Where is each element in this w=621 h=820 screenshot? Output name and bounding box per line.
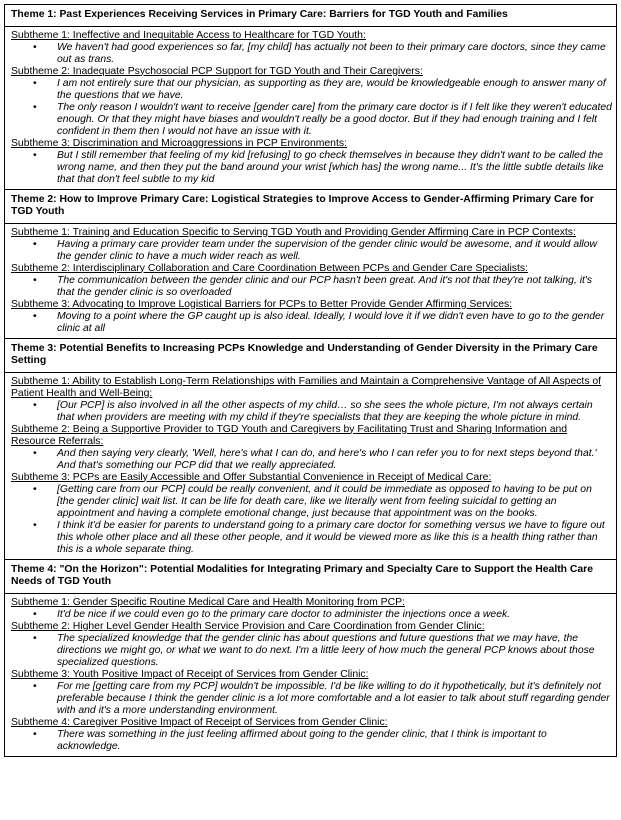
subtheme-title: Subtheme 3: Advocating to Improve Logistical Barriers for PCPs to Better Provide Gender Affirming Services:: [11, 298, 513, 310]
quote: • The only reason I wouldn't want to receive [gender care] from the primary care doctor is if I felt like they weren't educated enough. Or that they might have biases and wouldn't really be a good doctor. But if they had enough training and I felt confident in them then I would not have an issue with it.: [11, 102, 612, 138]
quote: • I think it'd be easier for parents to understand going to a primary care doctor for something versus we have to figure out this whole other place and all these other people, and it would be viewed more as like this is a health thing rather than this is a whole separate thing.: [11, 520, 612, 556]
subtheme-title: Subtheme 2: Higher Level Gender Health Service Provision and Care Coordination from Gender Clinic:: [11, 620, 485, 632]
theme-title: Theme 4: "On the Horizon": Potential Modalities for Integrating Primary and Specialty Care to Support the Health Care Needs of TGD Youth: [5, 560, 616, 594]
quote-list: [11, 609, 612, 621]
themes-table: [4, 4, 617, 757]
theme-body: [5, 27, 616, 189]
quote: • Moving to a point where the GP caught up is also ideal. Ideally, I would love it if we didn't even have to go to the gender clinic at all: [11, 311, 612, 335]
subtheme-title: Subtheme 1: Gender Specific Routine Medical Care and Health Monitoring from PCP:: [11, 596, 405, 608]
theme-title: Theme 2: How to Improve Primary Care: Logistical Strategies to Improve Access to Gender-Affirming Primary Care for TGD Youth: [5, 190, 616, 224]
subtheme-title: Subtheme 4: Caregiver Positive Impact of Receipt of Services from Gender Clinic:: [11, 716, 388, 728]
theme-body: [5, 224, 616, 338]
quote-list: [11, 448, 612, 472]
quote-list: [11, 78, 612, 138]
subtheme-title: Subtheme 1: Ineffective and Inequitable Access to Healthcare for TGD Youth:: [11, 29, 366, 41]
quote-list: [11, 150, 612, 186]
subtheme-title: Subtheme 1: Training and Education Specific to Serving TGD Youth and Providing Gender Affirming Care in PCP Contexts:: [11, 226, 576, 238]
theme-body: [5, 373, 616, 559]
subtheme-title: Subtheme 3: Discrimination and Microaggressions in PCP Environments:: [11, 137, 347, 149]
theme-title: Theme 1: Past Experiences Receiving Services in Primary Care: Barriers for TGD Youth and Families: [5, 5, 616, 27]
quote-list: [11, 729, 612, 753]
quote-list: [11, 311, 612, 335]
quote: • The communication between the gender clinic and our PCP hasn't been great. And it's not that they're not talking, it's that the gender clinic is so overloaded: [11, 275, 612, 299]
quote: • We haven't had good experiences so far, [my child] has actually not been to their primary care doctors, since they came out as trans.: [11, 42, 612, 66]
theme-1: [5, 5, 617, 190]
theme-body: [5, 594, 616, 756]
quote: • It'd be nice if we could even go to the primary care doctor to administer the injections once a week.: [11, 609, 612, 621]
quote: • And then saying very clearly, 'Well, here's what I can do, and here's who I can refer you to for next steps beyond that.' And that's something our PCP did that we really appreciated.: [11, 448, 612, 472]
subtheme-title: Subtheme 3: Youth Positive Impact of Receipt of Services from Gender Clinic:: [11, 668, 369, 680]
quote: • But I still remember that feeling of my kid [refusing] to go check themselves in because they didn't want to be called the wrong name, and then they put the band around your wrist [which has] the wrong name... It's the little subtle details like that that don't feel subtle to my kid: [11, 150, 612, 186]
quote-list: [11, 275, 612, 299]
theme-2: [5, 190, 617, 339]
quote: • Having a primary care provider team under the supervision of the gender clinic would be awesome, and it would allow the gender clinic to have a much wider reach as well.: [11, 239, 612, 263]
theme-3: [5, 339, 617, 560]
subtheme-title: Subtheme 1: Ability to Establish Long-Term Relationships with Families and Maintain a Comprehensive Vantage of All Aspects of Patient Health and Well-Being:: [11, 375, 602, 399]
quote: • [Getting care from our PCP] could be really convenient, and it could be immediate as opposed to having to be put on [the gender clinic] wait list. It can be life for death care, like we literally went from feeling suicidal to getting an appointment and having a complete emotional change, just because that appointment was on the books.: [11, 484, 612, 520]
subtheme-title: Subtheme 3: PCPs are Easily Accessible and Offer Substantial Convenience in Receipt of Medical Care:: [11, 471, 492, 483]
quote-list: [11, 633, 612, 669]
subtheme-title: Subtheme 2: Being a Supportive Provider to TGD Youth and Caregivers by Facilitating Trust and Sharing Information and Resource Referrals:: [11, 423, 568, 447]
quote-list: [11, 681, 612, 717]
subtheme-title: Subtheme 2: Interdisciplinary Collaboration and Care Coordination Between PCPs and Gender Care Specialists:: [11, 262, 528, 274]
quote: • There was something in the just feeling affirmed about going to the gender clinic, that I think is important to acknowledge.: [11, 729, 612, 753]
theme-title: Theme 3: Potential Benefits to Increasing PCPs Knowledge and Understanding of Gender Diversity in the Primary Care Setting: [5, 339, 616, 373]
quote-list: [11, 400, 612, 424]
quote-list: [11, 239, 612, 263]
quote: • I am not entirely sure that our physician, as supporting as they are, would be knowledgeable enough to answer many of the questions that we have.: [11, 78, 612, 102]
subtheme-title: Subtheme 2: Inadequate Psychosocial PCP Support for TGD Youth and Their Caregivers:: [11, 65, 423, 77]
theme-4: [5, 560, 617, 757]
quote: • [Our PCP] is also involved in all the other aspects of my child… so she sees the whole picture, I'm not always certain that when providers are meeting with my child if they're specialists that they are keeping the whole picture in mind.: [11, 400, 612, 424]
quote-list: [11, 42, 612, 66]
quote: • The specialized knowledge that the gender clinic has about questions and future questions that we may have, the directions we might go, or what we want to do next. I'm a little leery of how much the general PCP knows about those specialized questions.: [11, 633, 612, 669]
quote-list: [11, 484, 612, 556]
quote: • For me [getting care from my PCP] wouldn't be impossible. I'd be like willing to do it hypothetically, but it's definitely not preferable because I think the gender clinic is a lot more comfortable and a lot easier to talk about stuff regarding gender with and it's a more understanding environment.: [11, 681, 612, 717]
